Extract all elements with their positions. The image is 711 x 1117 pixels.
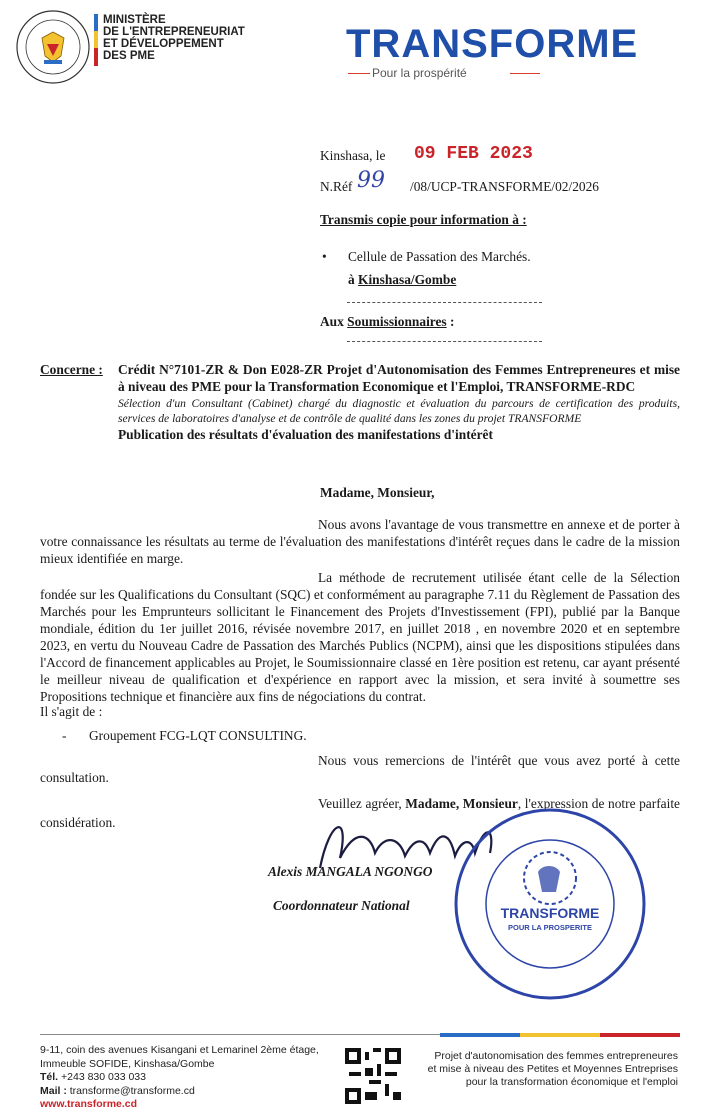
ministry-line: DES PME <box>103 50 155 62</box>
subject-italic: Sélection d'un Consultant (Cabinet) chargé du diagnostic et évaluation du parcours de certification des produits, services de laboratoires d'analyse et de contrôle de qualité dans les zones du projet TRANSFORME <box>118 397 680 425</box>
subject-line: Crédit N°7101-ZR & Don E028-ZR Projet d'Autonomisation des Femmes Entrepreneures et mise à niveau des PME pour la Transformation Economique et l'Emploi, TRANSFORME-RDC <box>118 362 680 394</box>
stamp-brand: TRANSFORME <box>500 905 600 921</box>
paragraph-1: Nous avons l'avantage de vous transmettre en annexe et de porter à votre connaissance les résultats au terme de l'évaluation des manifestations d'intérêt reçues dans le cadre de la mission mieux identifiée en marge. <box>40 517 680 566</box>
footer-address <box>40 1044 319 1112</box>
paragraph-4: Veuillez agréer, Madame, Monsieur, l'expression de notre parfaite considération. <box>40 796 680 830</box>
address-line: Immeuble SOFIDE, Kinshasa/Gombe <box>40 1057 215 1070</box>
signatory-name: Alexis MANGALA NGONGO <box>268 864 433 879</box>
address-line: 9-11, coin des avenues Kisangani et Lemarinel 2ème étage, <box>40 1044 319 1056</box>
signatory-title: Coordonnateur National <box>273 898 410 913</box>
recipient-location: à Kinshasa/Gombe <box>348 272 457 287</box>
to-label: Aux Soumissionnaires : <box>320 314 455 329</box>
footer-project <box>420 1050 678 1089</box>
stamp-tagline: POUR LA PROSPERITE <box>508 923 592 932</box>
footer-color-bar <box>40 1033 680 1037</box>
paragraph-2: La méthode de recrutement utilisée étant celle de la Sélection fondée sur les Qualifications du Consultant (SQC) et conformément au paragraphe 7.11 du Règlement de Passation des Marchés pour les Emprunteurs sollicitant le Financement des Projets d'Investissement (FPI), publié par la Banque mondiale, édition du 1er juillet 2016, révisée novembre 2017, en juillet 2018 , en novembre 2020 et en septembre 2023, en vertu du Nouveau Cadre de Passation des Marchés Publics (NCPM), ainsi que les dispositions stipulées dans l'Accord de financement applicables au Projet, le Soumissionnaire classé en 1ère position est retenu, car ayant présenté le meilleur niveau de qualification et d'expérience en rapport avec la mission, et sera invité à soumettre ses Propositions technique et financière aux fins de négociations du contrat. <box>40 570 680 704</box>
date-stamp: 09 FEB 2023 <box>414 144 533 164</box>
copy-title: Transmis copie pour information à : <box>320 212 527 227</box>
paragraph-3: Nous vous remercions de l'intérêt que vous avez porté à cette consultation. <box>40 753 680 785</box>
project-line: et mise à niveau des Petites et Moyennes Entreprises <box>427 1063 678 1075</box>
flag-bars <box>94 14 98 66</box>
brand-logo: TRANSFORME <box>346 22 639 66</box>
divider <box>510 73 540 74</box>
subject-block <box>118 361 680 443</box>
subject-publication: Publication des résultats d'évaluation des manifestations d'intérêt <box>118 427 493 442</box>
winner-bullet: - <box>62 728 67 743</box>
bullet-icon: • <box>322 249 327 264</box>
ref-number: 99 <box>357 168 385 193</box>
phone-line: Tél. +243 830 033 033 <box>40 1071 146 1083</box>
qr-code-icon <box>345 1048 401 1104</box>
subject-label: Concerne : <box>40 362 103 377</box>
greeting: Madame, Monsieur, <box>320 485 435 500</box>
divider <box>348 73 370 74</box>
brand-tagline: Pour la prospérité <box>372 66 467 80</box>
coat-of-arms-seal <box>14 8 92 86</box>
official-stamp <box>452 806 648 1002</box>
ministry-name <box>103 14 245 62</box>
project-line: Projet d'autonomisation des femmes entrepreneures <box>434 1050 678 1062</box>
mail-line: Mail : transforme@transforme.cd <box>40 1084 195 1097</box>
paragraph-2-end: Il s'agit de : <box>40 704 103 719</box>
ref-prefix: N.Réf <box>320 179 353 194</box>
ref-suffix: /08/UCP-TRANSFORME/02/2026 <box>410 179 599 194</box>
project-line: pour la transformation économique et l'emploi <box>465 1076 678 1088</box>
dashed-line <box>347 302 542 303</box>
place-label: Kinshasa, le <box>320 148 386 163</box>
winner-name: Groupement FCG-LQT CONSULTING. <box>89 728 307 743</box>
website-link[interactable]: www.transforme.cd <box>40 1098 138 1110</box>
ministry-line: DE L'ENTREPRENEURIAT <box>103 26 245 38</box>
recipient-item: Cellule de Passation des Marchés. <box>348 249 531 264</box>
ministry-line: MINISTÈRE <box>103 14 166 26</box>
ministry-line: ET DÉVELOPPEMENT <box>103 38 224 50</box>
dashed-line <box>347 341 542 342</box>
